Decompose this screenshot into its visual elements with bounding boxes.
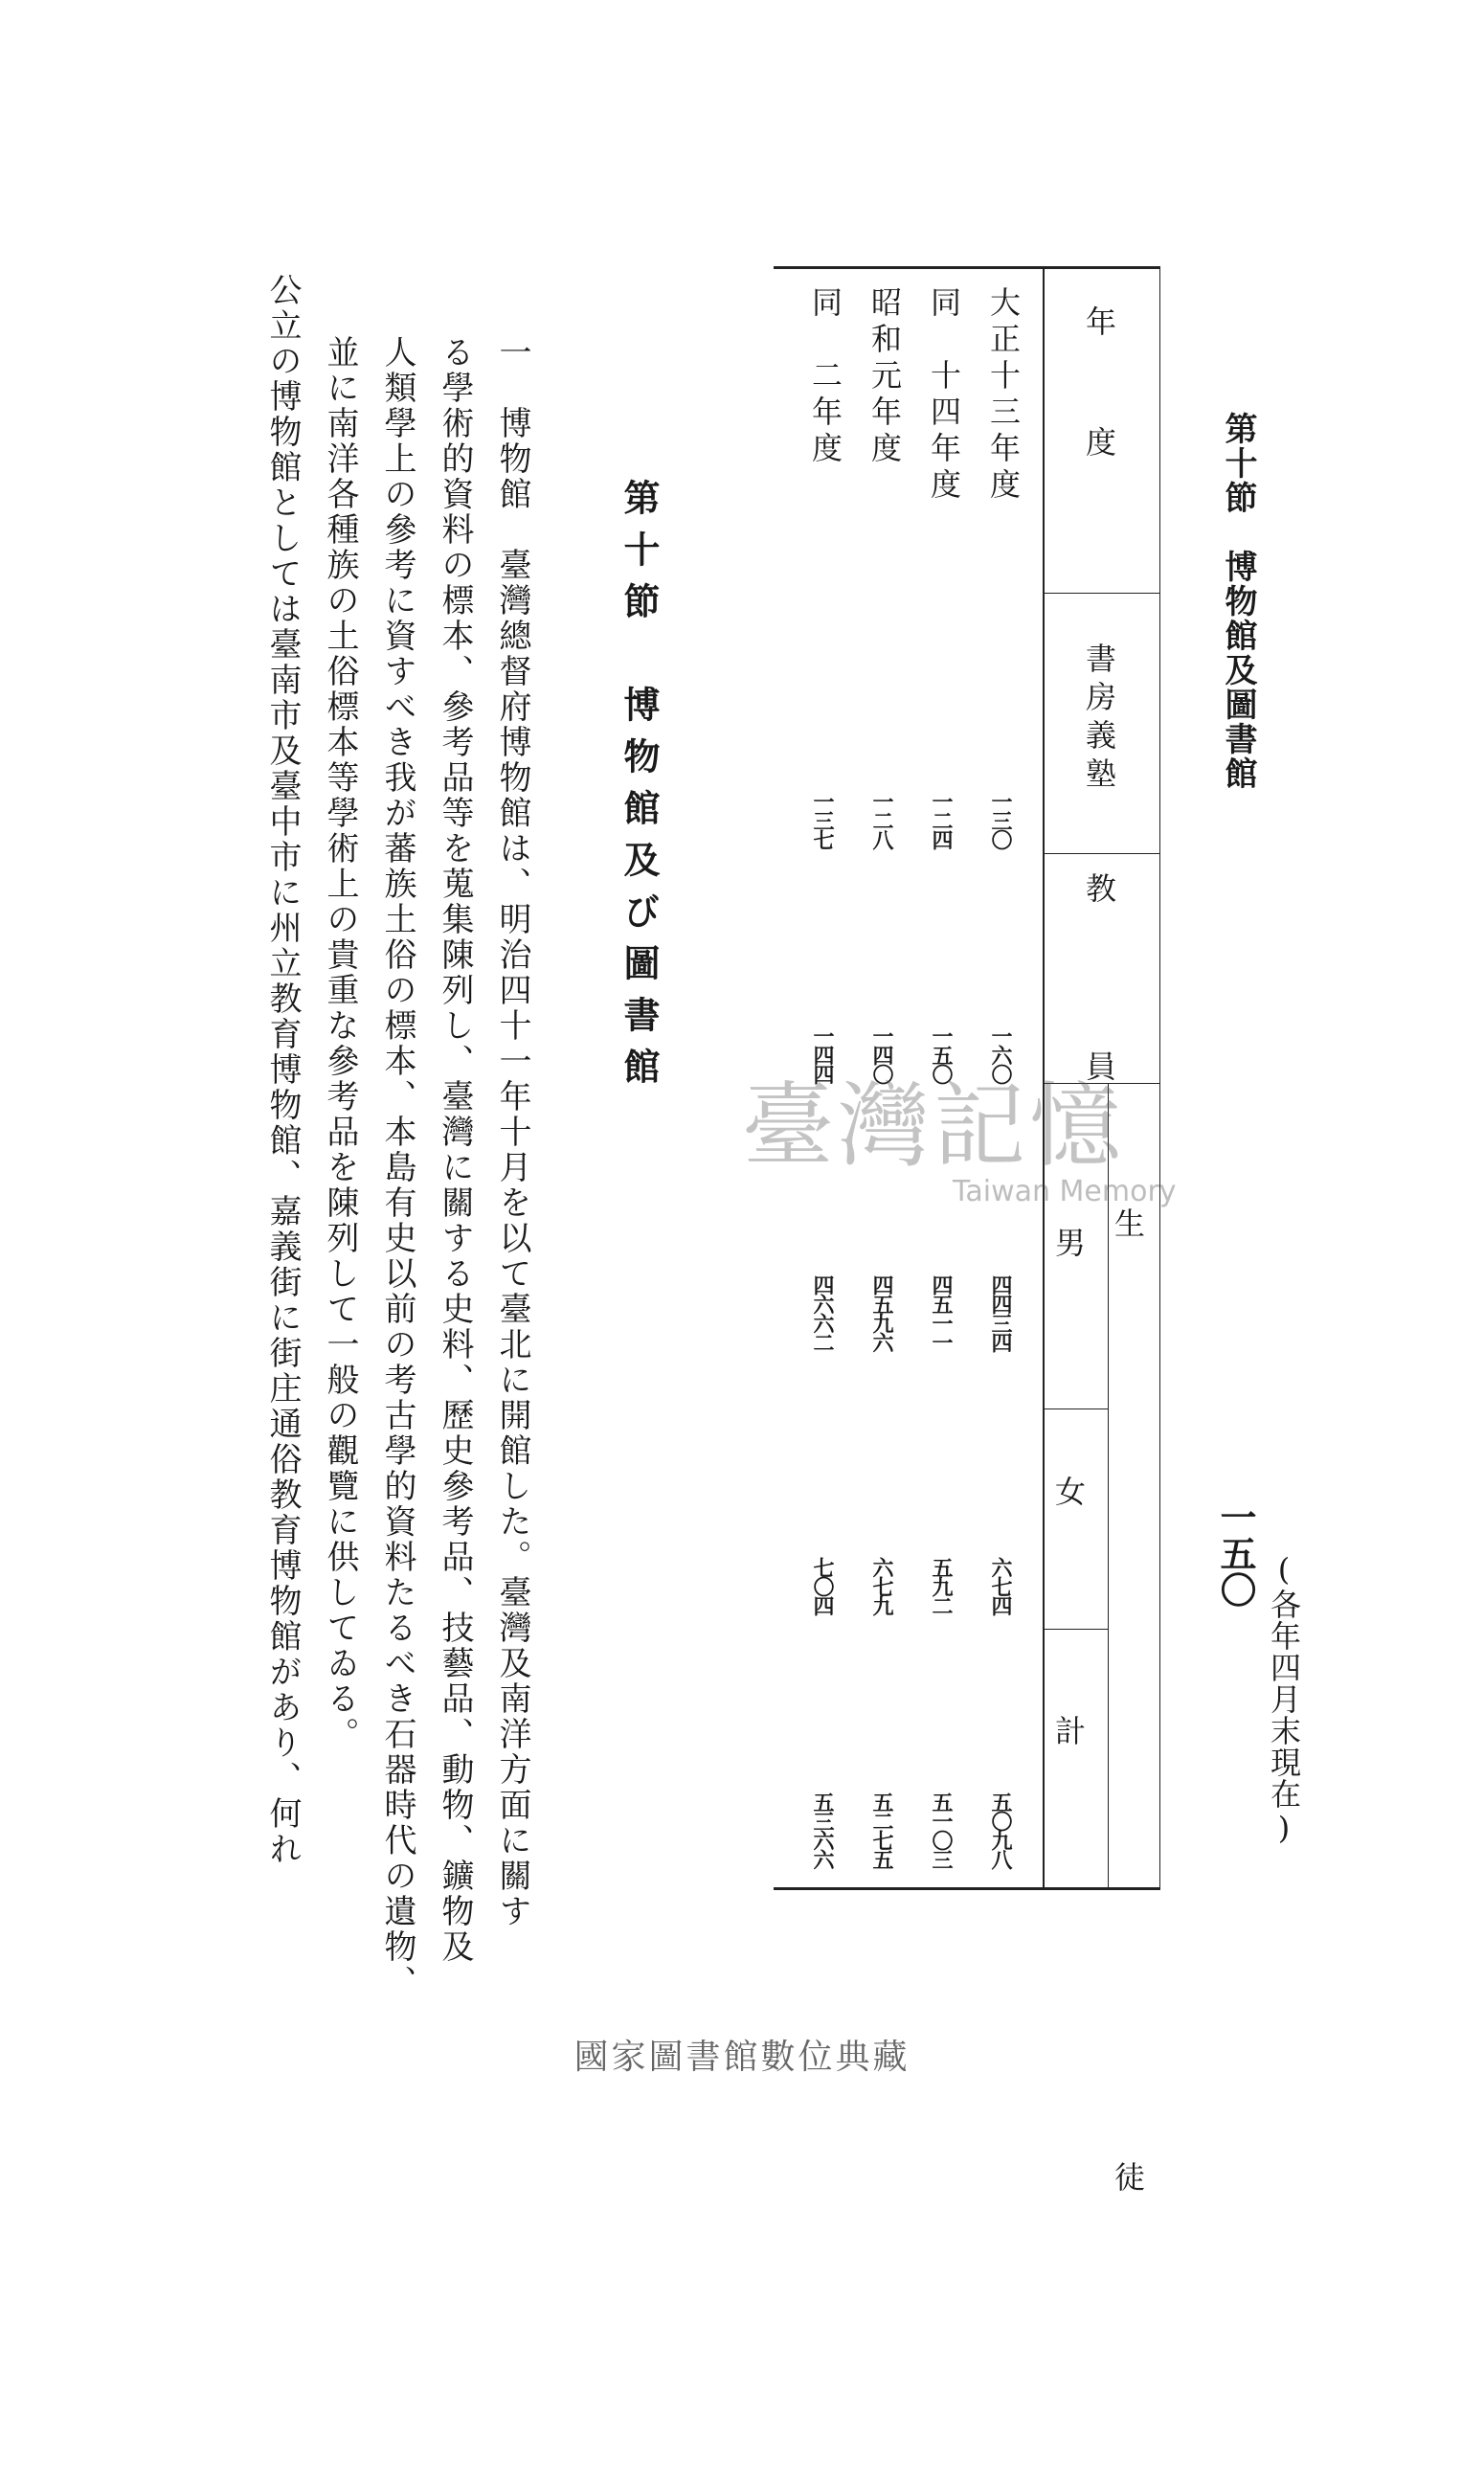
row-year-3: 昭和元年度	[866, 286, 903, 468]
body-column-3: 人類學上の參考に資すべき我が蕃族土俗の標本、本島有史以前の考古學的資料たるべき石器時代の遺物、	[378, 335, 416, 2000]
taiwan-memory-watermark	[742, 1053, 1192, 1226]
row-year-4: 同 二年度	[807, 286, 843, 468]
body-column-1: 一 博物館 臺灣總督府博物館は、明治四十一年十月を以て臺北に開館した。臺灣及南洋方面に關す	[493, 335, 531, 1929]
row-total-1: 五〇九八	[988, 1792, 1013, 1868]
row-teachers-2: 一五〇	[929, 1025, 954, 1083]
row-female-4: 七〇四	[810, 1557, 835, 1614]
watermark-chinese: 臺灣記憶	[742, 1072, 1125, 1180]
row-female-1: 六七四	[988, 1557, 1013, 1614]
row-total-3: 五二七五	[869, 1792, 894, 1868]
header-male: 男	[1050, 1227, 1087, 1257]
as-of-note: (各年四月末現在)	[1266, 1551, 1302, 1847]
header-teachers: 教 員	[1081, 872, 1117, 1110]
row-teachers-3: 一四〇	[869, 1025, 894, 1083]
row-male-4: 四六六二	[810, 1274, 835, 1351]
header-year: 年 度	[1081, 305, 1117, 466]
header-students: 生 徒	[1110, 1207, 1146, 2479]
row-shobo-4: 一三七	[810, 791, 835, 848]
row-total-2: 五一〇三	[929, 1792, 954, 1868]
header-total: 計	[1050, 1715, 1087, 1746]
row-female-2: 五九二	[929, 1557, 954, 1614]
row-year-1: 大正十三年度	[985, 286, 1022, 505]
body-column-4: 並に南洋各種族の土俗標本等學術上の貴重な參考品を陳列して一般の觀覽に供してゐる。	[321, 335, 359, 1752]
row-shobo-2: 一二四	[929, 791, 954, 848]
row-year-2: 同 十四年度	[926, 286, 962, 505]
row-total-4: 五三六六	[810, 1792, 835, 1868]
watermark-english: Taiwan Memory	[953, 1175, 1177, 1208]
body-column-5: 公立の博物館としては臺南市及臺中市に州立教育博物館、嘉義街に街庄通俗教育博物館があり、何れ	[263, 273, 302, 1867]
row-female-3: 六七九	[869, 1557, 894, 1614]
section-title: 第十節 博物館及び圖書館	[618, 479, 661, 1099]
row-shobo-1: 一三〇	[988, 791, 1013, 848]
footer-credit: 國家圖書館數位典藏	[573, 2038, 911, 2077]
row-shobo-3: 一二八	[869, 791, 894, 848]
page-number: 一五〇	[1214, 1499, 1257, 1608]
row-teachers-1: 一六〇	[988, 1025, 1013, 1083]
running-header: 第十節 博物館及圖書館	[1219, 412, 1257, 791]
body-column-2: る學術的資料の標本、參考品等を蒐集陳列し、臺灣に關する史料、歷史參考品、技藝品、動物、鑛物及	[436, 335, 474, 1965]
header-shobo: 書房義塾	[1081, 642, 1117, 796]
row-male-1: 四四三四	[988, 1274, 1013, 1351]
row-teachers-4: 一四四	[810, 1025, 835, 1083]
row-male-2: 四五一一	[929, 1274, 954, 1351]
header-female: 女	[1050, 1476, 1087, 1506]
row-male-3: 四五九六	[869, 1274, 894, 1351]
